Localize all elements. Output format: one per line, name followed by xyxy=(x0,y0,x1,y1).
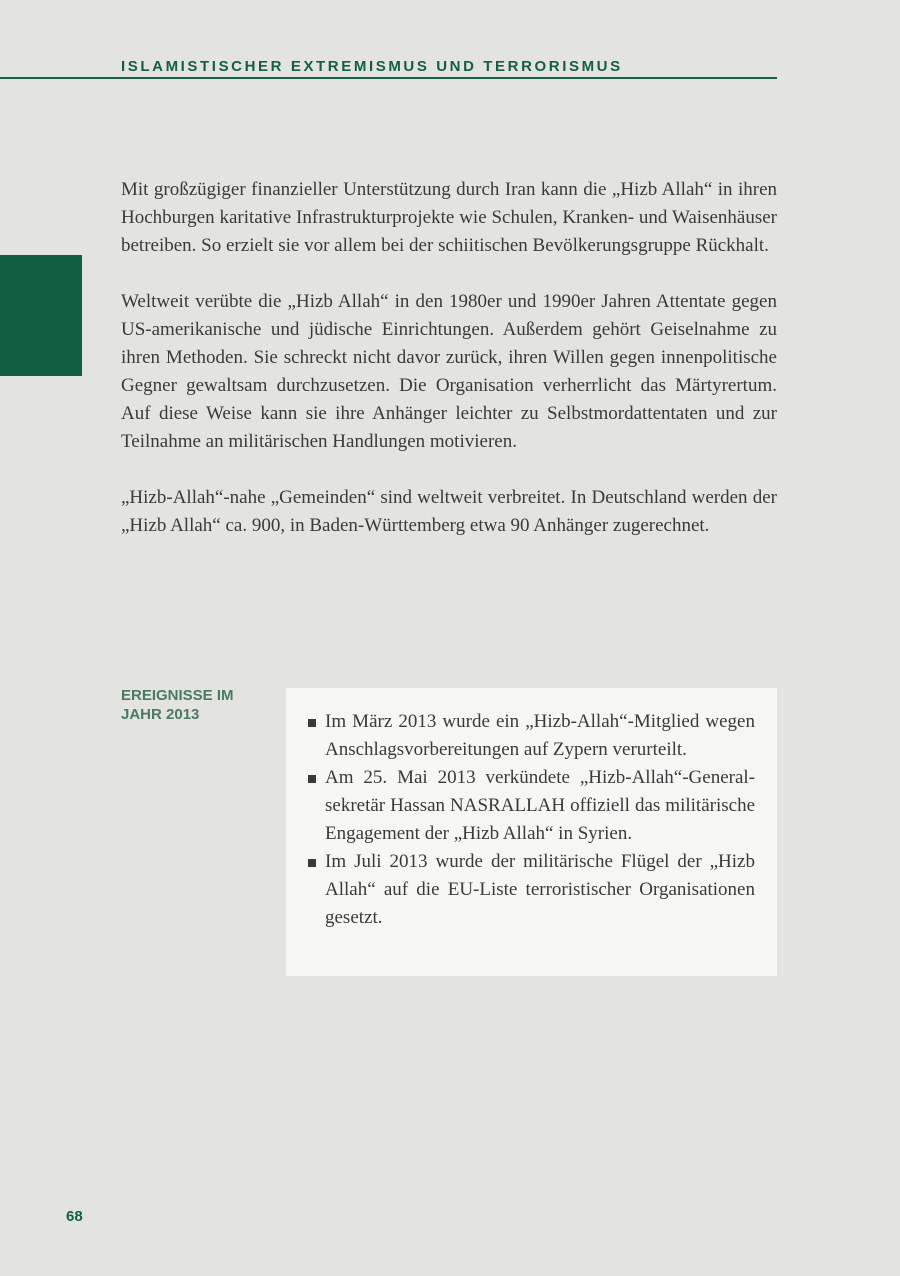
list-item xyxy=(306,708,755,764)
body-text xyxy=(121,176,777,568)
list-item xyxy=(306,764,755,848)
events-list xyxy=(306,708,755,932)
events-box xyxy=(286,688,777,976)
event-text: Im Juli 2013 wurde der militärische Flügel der „Hizb Allah“ auf die EU-Liste terroristischer Organisationen gesetzt. xyxy=(325,851,755,928)
events-section-label: EREIGNISSE IM JAHR 2013 xyxy=(121,687,234,723)
paragraph-2: Weltweit verübte die „Hizb Allah“ in den 1980er und 1990er Jahren Attentate gegen US-amerikanische und jüdische Einrichtungen. Außerdem gehört Geiselnahme zu ihren Methoden. Sie schreckt nicht davor zurück, ihren Willen gegen innenpolitische Gegner gewaltsam durchzusetzen. Die Organisation verherrlicht das Märtyrertum. Auf diese Weise kann sie ihre Anhänger leichter zu Selbstmordattentaten und zur Teilnahme an militärischen Handlungen motivieren. xyxy=(121,291,777,452)
paragraph-3: „Hizb-Allah“-nahe „Gemeinden“ sind weltweit verbreitet. In Deutschland werden der „Hizb Allah“ ca. 900, in Baden-Württemberg etwa 90 Anhänger zugerechnet. xyxy=(121,487,777,536)
square-bullet-icon xyxy=(308,859,316,867)
header-rule xyxy=(0,77,777,79)
page-number: 68 xyxy=(66,1208,83,1225)
event-text: Am 25. Mai 2013 verkündete „Hizb-Allah“-Generalsekretär Hassan NASRALLAH offiziell das militärische Engagement der „Hizb Allah“ in Syrien. xyxy=(325,767,755,844)
chapter-color-tab xyxy=(0,255,82,376)
running-header: ISLAMISTISCHER EXTREMISMUS UND TERRORISMUS xyxy=(121,58,623,75)
list-item xyxy=(306,848,755,932)
paragraph-1: Mit großzügiger finanzieller Unterstützung durch Iran kann die „Hizb Allah“ in ihren Hochburgen karitative Infrastrukturprojekte wie Schulen, Kranken- und Waisenhäuser betreiben. So erzielt sie vor allem bei der schiitischen Bevölkerungsgruppe Rückhalt. xyxy=(121,179,777,256)
event-text: Im März 2013 wurde ein „Hizb-Allah“-Mitglied wegen Anschlagsvorbereitungen auf Zypern verurteilt. xyxy=(325,711,755,760)
square-bullet-icon xyxy=(308,719,316,727)
square-bullet-icon xyxy=(308,775,316,783)
